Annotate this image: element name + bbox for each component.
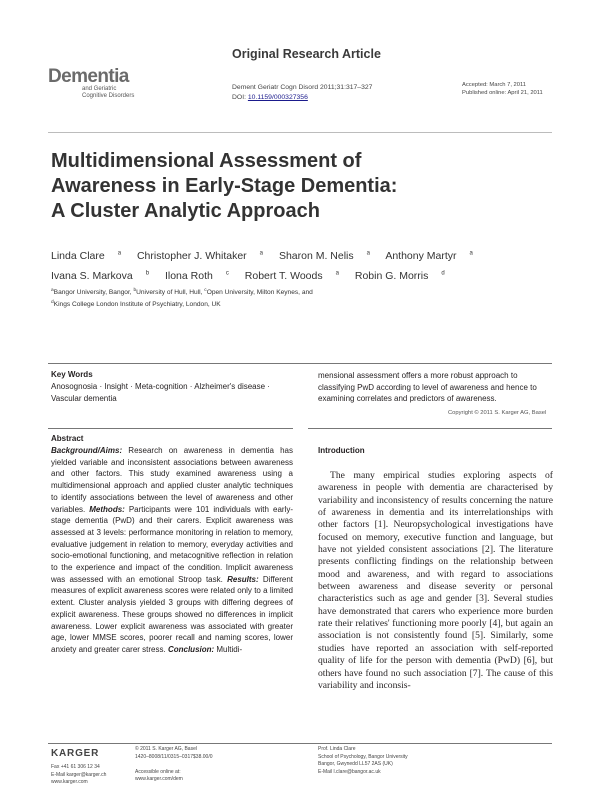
section-divider [48,363,552,364]
journal-logo-subtitle [82,86,134,99]
abstract-body: Background/Aims: Research on awareness in dementia has yielded variable and inconsistent associations between awareness and other factors. This study examined awareness using a multidimensional approach and applied cluster analytic techniques to identify associations between the level of awareness and other variables. Methods: Participants were 101 individuals with early-stage dementia (PwD) and their carers. Explicit awareness was assessed at 3 levels: performance monitoring in relation to memory, evaluative judgement in relation to memory, everyday activities and socio-emotional functioning, and metacognitive reflection in relation to the experience and impact of the condition. Implicit awareness was assessed with an emotional Stroop task. Results: Different measures of explicit awareness scores were related only to a limited extent. Cluster analysis yielded 3 groups with differing degrees of explicit awareness. These groups showed no differences in implicit awareness. Lower explicit awareness was associated with greater age, lower MMSE scores, poorer recall and naming scores, lower anxiety and greater carer stress. Conclusion: Multidi- [51,446,294,654]
fax: Fax +41 61 306 12 34 [51,764,100,770]
doi-link[interactable]: 10.1159/000327356 [247,94,308,101]
publication-info [135,746,213,784]
copyright-notice: Copyright © 2011 S. Karger AG, Basel [448,410,547,416]
footer-divider [48,743,552,744]
header-divider [48,132,552,133]
abstract-heading: Abstract [51,434,84,443]
title-line: A Cluster Analytic Approach [51,200,320,222]
contact-address: Bangor, Gwynedd LL57 2AS (UK) [318,761,393,768]
issn: 1420–8008/11/0315–0317$38.00/0 [135,753,213,760]
introduction-heading: Introduction [318,446,365,455]
abstract-continuation: mensional assessment offers a more robust approach to classifying PwD according to level of awareness and hence to examining correlates and predictors of awareness. [318,371,537,403]
affiliation-line: $^a$Bangor University, Bangor, $^b$University of Hull, Hull, $^c$Open University, Milton Keynes, and [51,288,313,297]
author: Anthony Martyr $^a$ [385,249,473,262]
keywords-text: Anosognosia · Insight · Meta-cognition · Alzheimer's disease · Vascular dementia [51,382,270,403]
accepted-date: Accepted: March 7, 2011 [462,82,527,88]
affiliations [51,286,571,310]
corresponding-author [318,746,408,776]
doi-label: DOI: [232,94,248,101]
published-date: Published online: April 21, 2011 [462,90,543,96]
column-divider [308,428,552,429]
author: Sharon M. Nelis $^a$ [278,249,370,262]
author: Ivana S. Markova $^b$ [51,270,150,282]
author-row [51,265,551,286]
article-title [51,149,471,224]
author: Christopher J. Whitaker $^a$ [136,249,264,262]
journal-subtitle-line: and Geriatric [82,86,117,92]
contact-department: School of Psychology, Bangor University [318,753,408,760]
article-type: Original Research Article [232,47,381,61]
author: Robin G. Morris $^d$ [354,270,445,282]
publisher-email: E-Mail karger@karger.ch [51,771,107,778]
title-line: Awareness in Early-Stage Dementia: [51,175,398,197]
journal-logo: Dementia [48,66,129,87]
keywords-heading: Key Words [51,370,93,379]
journal-citation [232,83,372,103]
author-list [51,244,551,285]
journal-subtitle-line: Cognitive Disorders [82,92,135,99]
affiliation-line: $^d$Kings College London Institute of Psychiatry, London, UK [51,300,221,309]
online-url: www.karger.com/dem [135,776,183,783]
abstract-divider [48,428,293,429]
author: Linda Clare $^a$ [51,249,122,262]
author: Robert T. Woods $^a$ [244,270,339,282]
online-label: Accessible online at: [135,768,181,775]
citation-text: Dement Geriatr Cogn Disord 2011;31:317–327 [232,84,373,91]
contact-email: E-Mail l.clare@bangor.ac.uk [318,768,381,775]
footer-copyright: © 2011 S. Karger AG, Basel [135,746,197,752]
publication-dates [462,81,543,97]
title-line: Multidimensional Assessment of [51,150,362,172]
contact-name: Prof. Linda Clare [318,746,356,752]
doi-line [232,93,372,103]
publisher-logo: KARGER [51,748,100,759]
author-row [51,244,551,265]
author: Ilona Roth $^c$ [164,270,229,282]
publisher-contact [51,764,106,787]
introduction-body: The many empirical studies exploring aspects of awareness in people with dementia are characterised by variability and inconsistency of results concerning the nature of awareness in dementia and its interrelationships with other factors [1]. Neuropsychological investigations have focused on memory, executive function and language, but have not yielded consistent associations [2]. The literature presents conflicting findings on the relationship between mood and awareness, and with regard to associations between awareness and disease severity or personal characteristics such as age and gender [3]. Several studies have demonstrated that carers who experience more burden rate their relatives' functioning more poorly [4], but again an association is not consistently found [5]. Similarly, some studies have reported an association with self-reported quality of life for the person with dementia (PwD) [6], but others have found no such association [7]. The cause of this variability and inconsis- [318,470,553,691]
publisher-website: www.karger.com [51,779,88,786]
